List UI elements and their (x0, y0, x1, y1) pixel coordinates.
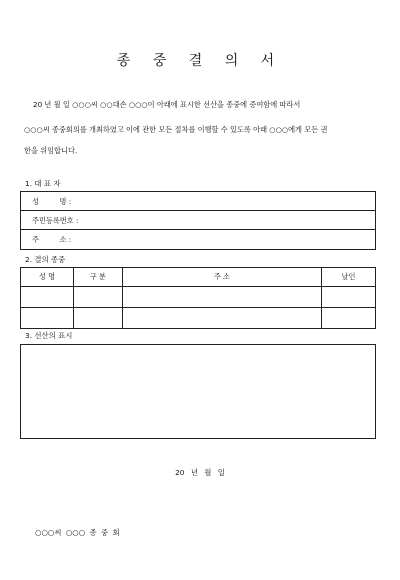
members-header-type: 구 분 (73, 268, 122, 287)
representative-name-label: 성 명 : (32, 197, 72, 206)
body-line-1: 20 년 월 일 ○○○씨 ○○대손 ○○○이 아래에 표시한 선산을 종중에 증여함에 따라서 (33, 100, 301, 109)
representative-box (20, 191, 376, 250)
section-property-label: 3. 선산의 표시 (25, 331, 73, 340)
members-header-address: 주 소 (122, 268, 321, 287)
representative-row-address (21, 230, 375, 249)
members-header-name: 성 명 (21, 268, 74, 287)
members-table (20, 267, 376, 329)
member-cell (122, 287, 321, 308)
member-cell (73, 287, 122, 308)
members-header-seal: 날인 (322, 268, 376, 287)
representative-row-id (21, 211, 375, 230)
body-line-3: 한을 위임합니다. (24, 146, 78, 155)
date-line: 20 년 월 일 (175, 468, 225, 477)
member-cell (322, 287, 376, 308)
body-line-2: ○○○씨 종중회의를 개최하였고 이에 관한 모든 절차를 이행할 수 있도록 아래 ○○○에게 모든 권 (24, 125, 328, 134)
member-cell (21, 308, 74, 329)
table-row (21, 287, 376, 308)
footer-association: ○○○씨 ○○○ 종 중 회 (35, 528, 120, 537)
member-cell (21, 287, 74, 308)
section-representative-label: 1. 대 표 자 (25, 179, 61, 188)
member-cell (122, 308, 321, 329)
representative-id-label: 주민등록번호 : (32, 216, 79, 225)
member-cell (322, 308, 376, 329)
members-header-row (21, 268, 376, 287)
member-cell (73, 308, 122, 329)
representative-row-name (21, 192, 375, 211)
section-members-label: 2. 결의 종중 (25, 255, 66, 264)
table-row (21, 308, 376, 329)
property-box (20, 344, 376, 439)
page-title: 종 중 결 의 서 (116, 53, 284, 69)
representative-address-label: 주 소 : (32, 235, 72, 244)
